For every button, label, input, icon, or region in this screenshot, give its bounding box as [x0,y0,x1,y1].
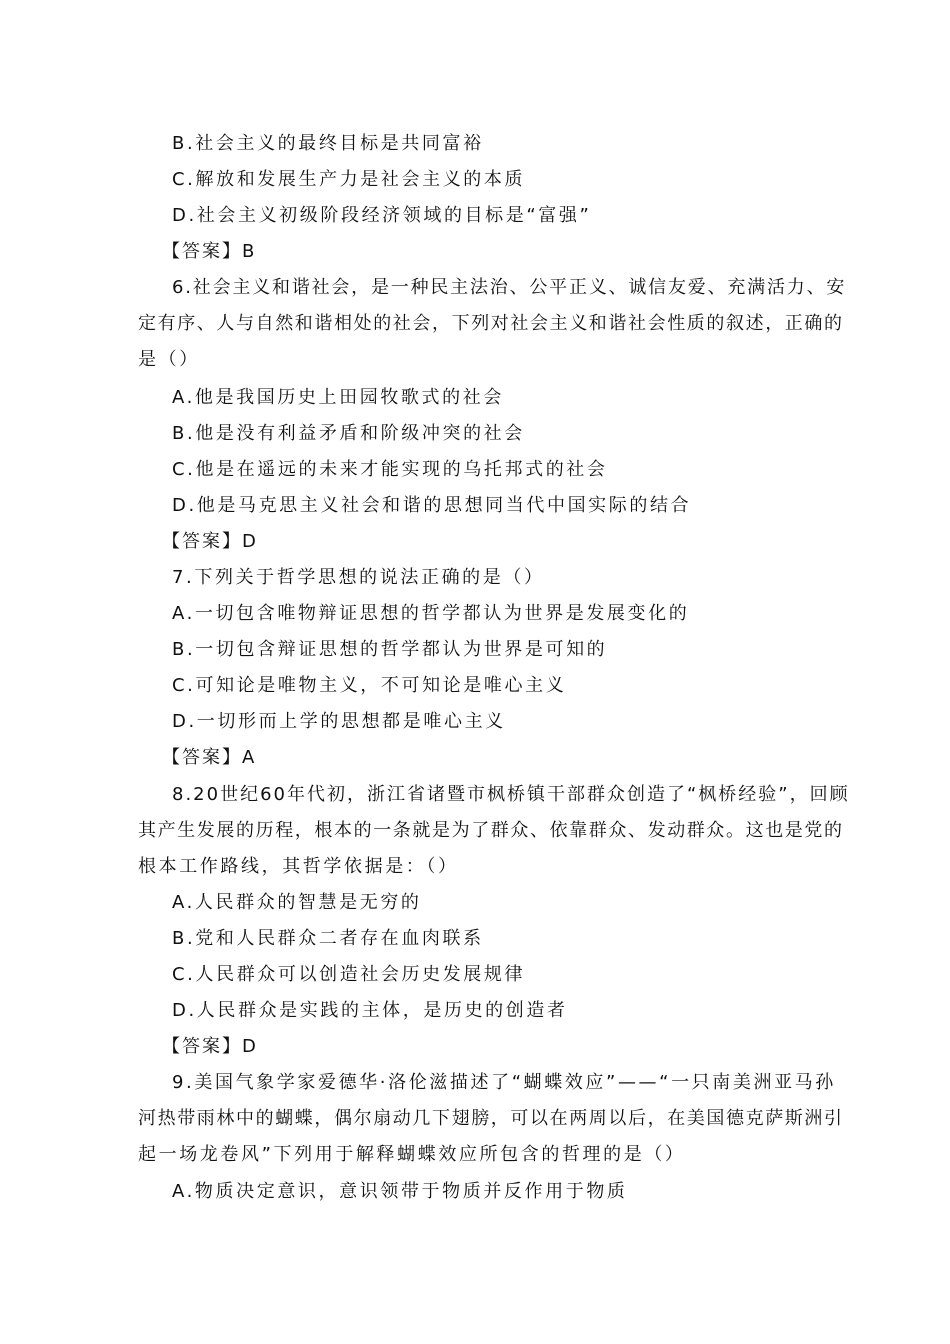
q6-stem-line-3: 是（） [138,349,200,370]
q8-stem-line-1: 8.20世纪60年代初，浙江省诸暨市枫桥镇干部群众创造了“枫桥经验”，回顾 [172,784,850,805]
q6-stem-line-1: 6.社会主义和谐社会，是一种民主法治、公平正义、诚信友爱、充满活力、安 [172,277,847,298]
q6-stem-line-2: 定有序、人与自然和谐相处的社会，下列对社会主义和谐社会性质的叙述，正确的 [138,313,844,334]
q7-option-a: A.一切包含唯物辩证思想的哲学都认为世界是发展变化的 [172,603,690,624]
q7-option-b: B.一切包含辩证思想的哲学都认为世界是可知的 [172,639,608,660]
q8-answer: 【答案】D [162,1036,258,1057]
q9-stem-line-2: 河热带雨林中的蝴蝶，偶尔扇动几下翅膀，可以在两周以后，在美国德克萨斯洲引 [138,1108,844,1129]
q6-option-b: B.他是没有利益矛盾和阶级冲突的社会 [172,423,525,444]
q9-stem-line-3: 起一场龙卷风”下列用于解释蝴蝶效应所包含的哲理的是（） [138,1144,686,1165]
q5-option-d: D.社会主义初级阶段经济领域的目标是“富强” [172,205,592,226]
q8-option-b: B.党和人民群众二者存在血肉联系 [172,928,484,949]
q6-option-a: A.他是我国历史上田园牧歌式的社会 [172,387,504,408]
q6-option-c: C.他是在遥远的未来才能实现的乌托邦式的社会 [172,459,608,480]
q7-option-d: D.一切形而上学的思想都是唯心主义 [172,711,506,732]
q5-option-c: C.解放和发展生产力是社会主义的本质 [172,169,526,190]
q7-option-c: C.可知论是唯物主义，不可知论是唯心主义 [172,675,567,696]
q5-answer: 【答案】B [162,241,257,262]
q8-stem-line-2: 其产生发展的历程，根本的一条就是为了群众、依靠群众、发动群众。这也是党的 [138,820,844,841]
q9-stem-line-1: 9.美国气象学家爱德华·洛伦滋描述了“蝴蝶效应”——“一只南美洲亚马孙 [172,1072,836,1093]
q9-option-a: A.物质决定意识，意识领带于物质并反作用于物质 [172,1181,628,1202]
q8-option-c: C.人民群众可以创造社会历史发展规律 [172,964,526,985]
q8-option-d: D.人民群众是实践的主体，是历史的创造者 [172,1000,568,1021]
q7-answer: 【答案】A [162,747,257,768]
q5-option-b: B.社会主义的最终目标是共同富裕 [172,133,484,154]
q6-answer: 【答案】D [162,531,258,552]
q8-option-a: A.人民群众的智慧是无穷的 [172,892,422,913]
q7-stem: 7.下列关于哲学思想的说法正确的是（） [172,567,545,588]
q8-stem-line-3: 根本工作路线，其哲学依据是：（） [138,856,459,877]
q6-option-d: D.他是马克思主义社会和谐的思想同当代中国实际的结合 [172,495,692,516]
